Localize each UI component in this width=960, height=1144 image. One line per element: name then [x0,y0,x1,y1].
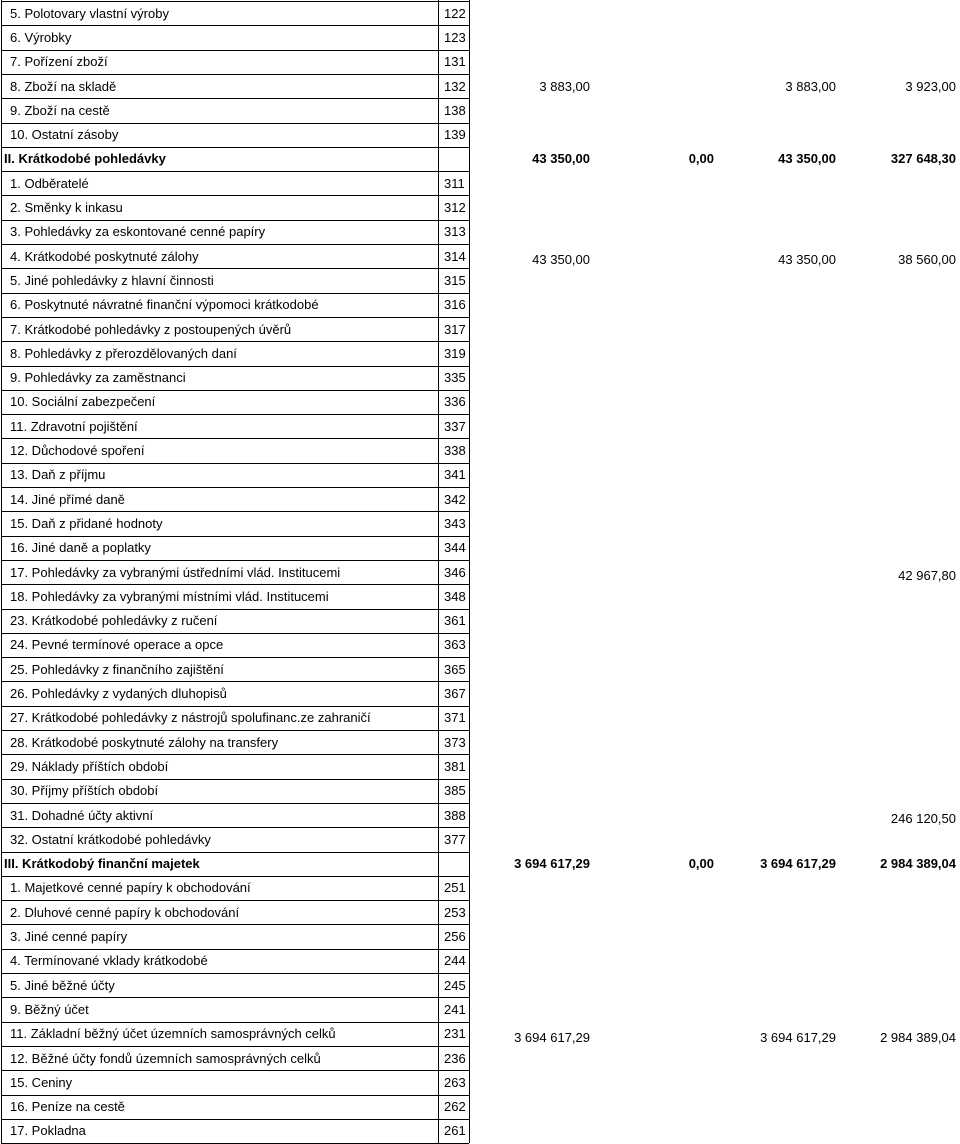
table-row [0,438,960,462]
account-code: 373 [444,734,466,750]
row-label: 4. Krátkodobé poskytnuté zálohy [10,248,199,264]
account-code: 335 [444,370,466,386]
row-label: 29. Náklady příštích období [10,758,169,774]
account-code: 263 [444,1074,466,1090]
grid-line [1,730,469,731]
row-label: 9. Běžný účet [10,1001,89,1017]
row-label: 8. Pohledávky z přerozdělovaných daní [10,345,237,361]
account-code: 371 [444,710,466,726]
table-row [0,1046,960,1070]
table-row [0,924,960,948]
account-code: 337 [444,418,466,434]
account-code: 314 [444,248,466,264]
account-code: 139 [444,127,466,143]
row-label: 17. Pohledávky za vybranými ústředními vlád. Institucemi [10,564,341,580]
row-label: 16. Peníze na cestě [10,1099,125,1115]
grid-line [1,754,469,755]
table-row [0,997,960,1021]
account-code: 132 [444,78,466,94]
grid-line [1,293,469,294]
account-code: 316 [444,297,466,313]
table-row [0,973,960,997]
account-code: 336 [444,394,466,410]
value-previous: 246 120,50 [890,811,956,827]
row-label: II. Krátkodobé pohledávky [4,151,166,167]
row-label: 13. Daň z příjmu [10,467,106,483]
row-label: III. Krátkodobý finanční majetek [4,856,200,872]
grid-line [1,852,469,853]
value-previous: 2 984 389,04 [880,1029,956,1045]
row-label: 27. Krátkodobé pohledávky z nástrojů spolufinanc.ze zahraničí [10,710,371,726]
account-code: 344 [444,540,466,556]
table-row [0,220,960,244]
value-brutto: 3 883,00 [539,78,590,94]
grid-line [1,1,469,2]
grid-line [1,511,469,512]
row-label: 26. Pohledávky z vydaných dluhopisů [10,686,227,702]
grid-line [1,414,469,415]
row-label: 24. Pevné termínové operace a opce [10,637,224,653]
account-code: 319 [444,345,466,361]
table-row [0,25,960,49]
table-row [0,949,960,973]
account-code: 381 [444,758,466,774]
row-label: 17. Pokladna [10,1123,86,1139]
grid-line [1,657,469,658]
row-label: 5. Jiné pohledávky z hlavní činnosti [10,272,214,288]
row-label: 15. Ceniny [10,1074,73,1090]
account-code: 346 [444,564,466,580]
table-row [0,609,960,633]
table-row [0,827,960,851]
grid-line [1,973,469,974]
row-label: 12. Důchodové spoření [10,443,145,459]
account-code: 365 [444,661,466,677]
table-row [0,803,960,827]
grid-line [1,220,469,221]
table-row [0,1070,960,1094]
grid-line [1,803,469,804]
value-previous: 38 560,00 [898,252,956,268]
row-label: 7. Krátkodobé pohledávky z postoupených úvěrů [10,321,292,337]
row-label: 8. Zboží na skladě [10,78,117,94]
account-code: 317 [444,321,466,337]
grid-line [1,1022,469,1023]
row-label: 11. Zdravotní pojištění [10,418,138,434]
table-row [0,487,960,511]
row-label: 2. Směnky k inkasu [10,200,123,216]
table-row [0,123,960,147]
grid-line [1,1095,469,1096]
table-row [0,50,960,74]
row-label: 5. Jiné běžné účty [10,977,115,993]
table-row [0,293,960,317]
grid-line [1,341,469,342]
row-label: 23. Krátkodobé pohledávky z ručení [10,613,218,629]
grid-line [1,584,469,585]
grid-line [1,536,469,537]
grid-line [1,900,469,901]
table-row [0,317,960,341]
table-row [0,366,960,390]
account-code: 388 [444,807,466,823]
grid-line [1,147,469,148]
value-previous: 327 648,30 [890,151,956,167]
account-code: 261 [444,1123,466,1139]
grid-line [1,195,469,196]
account-code: 122 [444,5,466,21]
table-row [0,1022,960,1046]
table-row [0,633,960,657]
row-label: 9. Pohledávky za zaměstnanci [10,370,186,386]
row-label: 16. Jiné daně a poplatky [10,540,151,556]
account-code: 343 [444,515,466,531]
row-label: 15. Daň z přidané hodnoty [10,515,163,531]
table-row [0,74,960,98]
row-label: 18. Pohledávky za vybranými místními vlád. Institucemi [10,588,329,604]
grid-line [1,268,469,269]
table-row [0,536,960,560]
row-label: 3. Jiné cenné papíry [10,929,128,945]
value-brutto: 43 350,00 [532,151,590,167]
table-row [0,657,960,681]
account-code: 312 [444,200,466,216]
value-netto: 3 694 617,29 [760,1029,836,1045]
account-code: 123 [444,29,466,45]
account-code: 131 [444,54,466,70]
account-code: 138 [444,102,466,118]
account-code: 231 [444,1026,466,1042]
grid-line [1,74,469,75]
grid-line [1,1070,469,1071]
row-label: 1. Odběratelé [10,175,89,191]
row-label: 25. Pohledávky z finančního zajištění [10,661,224,677]
table-row [0,706,960,730]
table-row [0,1,960,25]
grid-line [1,609,469,610]
row-label: 1. Majetkové cenné papíry k obchodování [10,880,251,896]
grid-line [1,438,469,439]
row-label: 32. Ostatní krátkodobé pohledávky [10,831,211,847]
table-row [0,244,960,268]
row-label: 7. Pořízení zboží [10,54,108,70]
value-previous: 42 967,80 [898,568,956,584]
grid-line [1,171,469,172]
grid-line [1,366,469,367]
grid-line [1,244,469,245]
account-code: 251 [444,880,466,896]
account-code: 315 [444,272,466,288]
grid-line [1,681,469,682]
grid-line [1,997,469,998]
grid-line [1,560,469,561]
grid-line [1,827,469,828]
section-row [0,852,960,876]
account-code: 367 [444,686,466,702]
account-code: 341 [444,467,466,483]
account-code: 253 [444,904,466,920]
table-row [0,584,960,608]
account-code: 313 [444,224,466,240]
grid-line [1,463,469,464]
account-code: 342 [444,491,466,507]
account-code: 236 [444,1050,466,1066]
grid-line [1,779,469,780]
value-previous: 3 923,00 [905,78,956,94]
value-netto: 3 694 617,29 [760,856,836,872]
value-brutto: 43 350,00 [532,252,590,268]
account-code: 363 [444,637,466,653]
table-row [0,414,960,438]
table-row [0,1119,960,1143]
table-row [0,171,960,195]
value-korekce: 0,00 [688,151,714,167]
account-code: 311 [444,175,465,191]
row-label: 4. Termínované vklady krátkodobé [10,953,208,969]
value-brutto: 3 694 617,29 [514,1029,590,1045]
section-row [0,147,960,171]
value-netto: 3 883,00 [785,78,836,94]
grid-line [1,25,469,26]
row-label: 6. Výrobky [10,29,72,45]
grid-line [1,924,469,925]
account-code: 338 [444,443,466,459]
row-label: 11. Základní běžný účet územních samosprávných celků [10,1026,336,1042]
row-label: 30. Příjmy příštích období [10,783,159,799]
grid-line [1,50,469,51]
account-code: 262 [444,1099,466,1115]
table-row [0,730,960,754]
grid-line [1,1046,469,1047]
grid-line [1,317,469,318]
value-brutto: 3 694 617,29 [514,856,590,872]
grid-line [1,390,469,391]
table-row [0,268,960,292]
row-label: 12. Běžné účty fondů územních samosprávných celků [10,1050,321,1066]
table-row [0,900,960,924]
row-label: 31. Dohadné účty aktivní [10,807,154,823]
row-label: 6. Poskytnuté návratné finanční výpomoci krátkodobé [10,297,319,313]
value-korekce: 0,00 [688,856,714,872]
grid-line [1,1119,469,1120]
account-code: 241 [444,1001,466,1017]
value-netto: 43 350,00 [778,151,836,167]
account-code: 244 [444,953,466,969]
grid-line [1,706,469,707]
row-label: 5. Polotovary vlastní výroby [10,5,169,21]
row-label: 3. Pohledávky za eskontované cenné papíry [10,224,266,240]
table-row [0,681,960,705]
grid-line [1,633,469,634]
table-row [0,390,960,414]
table-row [0,754,960,778]
table-row [0,779,960,803]
row-label: 10. Sociální zabezpečení [10,394,156,410]
table-row [0,1095,960,1119]
account-code: 245 [444,977,466,993]
account-code: 377 [444,831,466,847]
account-code: 348 [444,588,466,604]
table-row [0,195,960,219]
table-row [0,511,960,535]
account-code: 361 [444,613,466,629]
table-row [0,560,960,584]
row-label: 2. Dluhové cenné papíry k obchodování [10,904,240,920]
row-label: 28. Krátkodobé poskytnuté zálohy na transfery [10,734,279,750]
value-netto: 43 350,00 [778,252,836,268]
value-previous: 2 984 389,04 [880,856,956,872]
grid-line [1,876,469,877]
row-label: 10. Ostatní zásoby [10,127,119,143]
account-code: 385 [444,783,466,799]
grid-line [1,98,469,99]
row-label: 9. Zboží na cestě [10,102,110,118]
grid-line [1,487,469,488]
row-label: 14. Jiné přímé daně [10,491,125,507]
table-row [0,876,960,900]
table-row [0,463,960,487]
grid-line [1,123,469,124]
account-code: 256 [444,929,466,945]
table-row [0,341,960,365]
grid-line [1,949,469,950]
table-row [0,98,960,122]
